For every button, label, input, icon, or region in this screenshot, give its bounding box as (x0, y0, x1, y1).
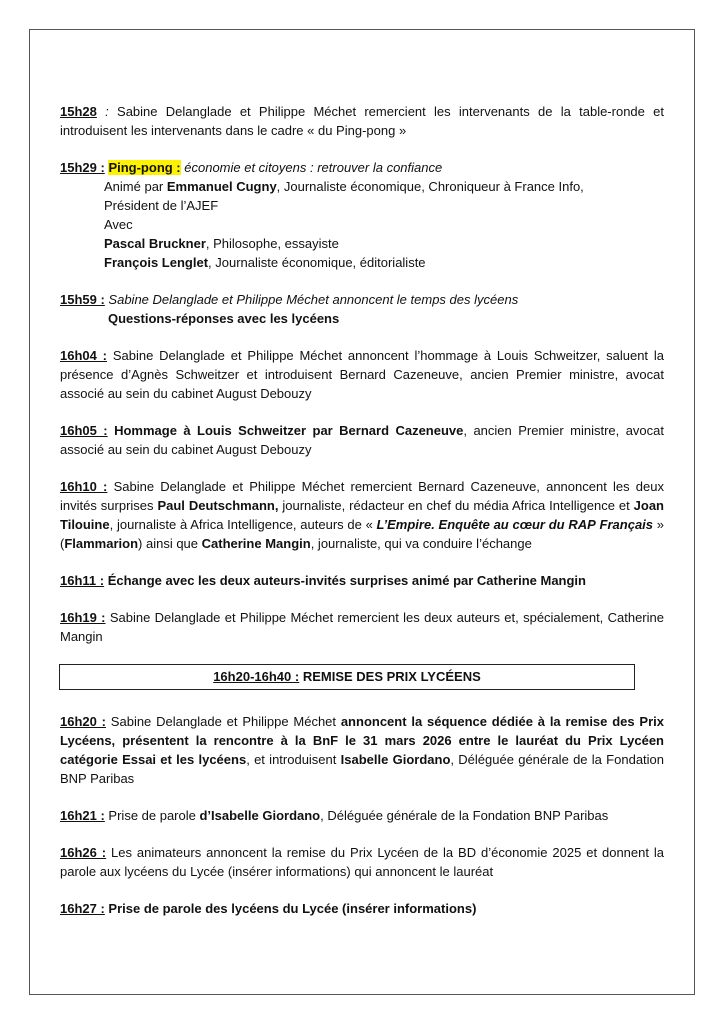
entry-time: 15h59 : (60, 292, 105, 307)
entry-subheading: Questions-réponses avec les lycéens (108, 311, 340, 326)
entry-bold-text: Hommage à Louis Schweitzer par Bernard Cazeneuve (107, 423, 464, 438)
entry-text: Sabine Delanglade et Philippe Méchet annoncent le temps des lycéens (104, 292, 519, 307)
entry-line: Pascal Bruckner, Philosophe, essayiste (104, 236, 339, 251)
entry-16h20: 16h20 : Sabine Delanglade et Philippe Méchet annoncent la séquence dédiée à la remise des Prix Lycéens, présentent la rencontre à la BnF le 31 mars 2026 entre le lauréat du Prix Lycéen catégorie Essai et les lycéens, et introduisent Isabelle Giordano, Déléguée générale de la Fondation BNP Paribas (60, 714, 665, 786)
entry-time: 15h28 (60, 104, 97, 119)
entry-time: 16h05 : (60, 423, 108, 438)
entry-15h59 (60, 290, 664, 328)
entry-16h11 (60, 571, 664, 590)
entry-16h27 (60, 899, 664, 918)
entry-time: 16h11 : (60, 573, 105, 588)
entry-text: Sabine Delanglade et Philippe Méchet remercient les deux auteurs et, spécialement, Catherine Mangin (60, 610, 664, 644)
entry-line: François Lenglet, Journaliste économique, éditorialiste (104, 255, 426, 270)
entry-16h04 (60, 346, 664, 403)
entry-16h10: 16h10 : Sabine Delanglade et Philippe Méchet remercient Bernard Cazeneuve, annoncent les deux invités surprises Paul Deutschmann, journaliste, rédacteur en chef du média Africa Intelligence et Joan Tilouine, journaliste à Africa Intelligence, auteurs de « L’Empire. Enquête au cœur du RAP Français » (Flammarion) ainsi que Catherine Mangin, journaliste, qui va conduire l’échange (60, 479, 664, 551)
entry-text: , ancien Premier ministre, avocat associé au sein du cabinet August Debouzy (60, 423, 665, 457)
entry-text: Sabine Delanglade et Philippe Méchet annoncent l’hommage à Louis Schweitzer, saluent la présence d’Agnès Schweitzer et introduisent Bernard Cazeneuve, ancien Premier ministre, avocat associé au sein du cabinet August Debouzy (60, 348, 664, 401)
entry-line: Avec (104, 217, 133, 232)
entry-time: 16h04 : (60, 348, 108, 363)
entry-time: 15h29 : (60, 160, 105, 175)
section-banner (59, 664, 635, 690)
entry-bold-text: Prise de parole des lycéens du Lycée (insérer informations) (104, 901, 477, 916)
banner-title: REMISE DES PRIX LYCÉENS (299, 669, 481, 684)
entry-16h05 (60, 421, 664, 459)
entry-text: Sabine Delanglade et Philippe Méchet remercient les intervenants de la table-ronde et introduisent les intervenants dans le cadre « du Ping-pong » (60, 104, 664, 138)
entry-time: 16h27 : (60, 901, 105, 916)
entry-subtitle: économie et citoyens : retrouver la confiance (180, 160, 443, 175)
entry-16h26 (60, 843, 664, 881)
entry-time: 16h21 : (60, 808, 105, 823)
entry-16h21: 16h21 : Prise de parole d’Isabelle Giordano, Déléguée générale de la Fondation BNP Paribas (60, 808, 609, 823)
banner-time: 16h20-16h40 : (213, 669, 300, 684)
entry-separator: : (96, 104, 109, 119)
entry-time: 16h26 : (60, 845, 107, 860)
entry-line: Président de l’AJEF (104, 198, 219, 213)
entry-15h29 (60, 158, 664, 272)
entry-16h19 (60, 608, 664, 646)
entry-bold-text: Échange avec les deux auteurs-invités surprises animé par Catherine Mangin (104, 573, 586, 588)
highlighted-label: Ping-pong : (108, 160, 181, 175)
entry-text: Les animateurs annoncent la remise du Prix Lycéen de la BD d’économie 2025 et donnent la parole aux lycéens du Lycée (insérer informations) qui annoncent le lauréat (60, 845, 664, 879)
entry-line: Animé par Emmanuel Cugny, Journaliste économique, Chroniqueur à France Info, (104, 179, 584, 194)
document-body (60, 102, 664, 936)
entry-time: 16h10 : (60, 479, 108, 494)
entry-time: 16h20 : (60, 714, 106, 729)
entry-15h28 (60, 102, 664, 140)
entry-time: 16h19 : (60, 610, 106, 625)
